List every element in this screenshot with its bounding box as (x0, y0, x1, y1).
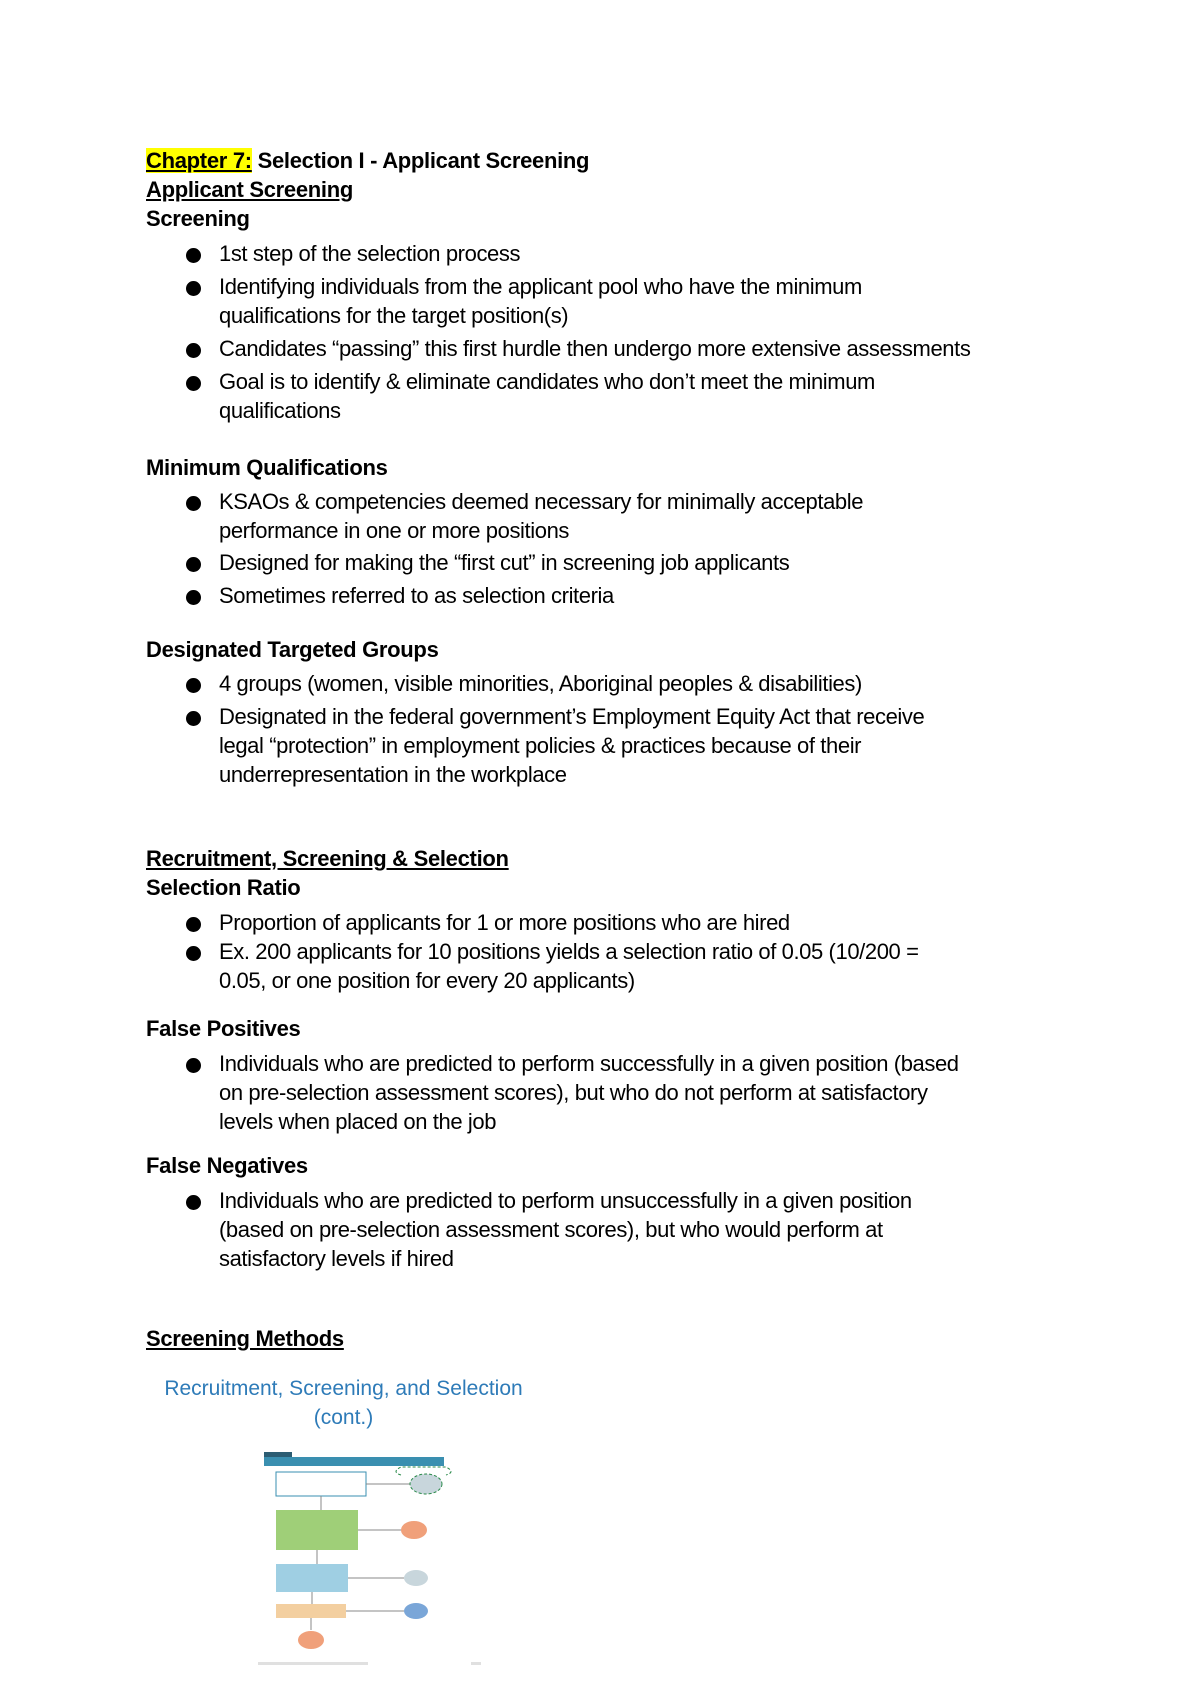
subheading-minimum-qualifications: Minimum Qualifications (146, 455, 388, 480)
list-item-continued: on pre-selection assessment scores), but who do not perform at satisfactory (219, 1080, 928, 1105)
section-heading-applicant-screening: Applicant Screening (146, 177, 354, 202)
bullet-dot (186, 678, 201, 693)
figure-label-tab (264, 1452, 292, 1457)
list-item-continued: performance in one or more positions (219, 518, 570, 543)
flow-outcome-ellipse (410, 1474, 442, 1494)
flow-box-step-4 (276, 1604, 346, 1618)
flow-box-step-1 (276, 1472, 366, 1496)
slide-page-number-placeholder (471, 1662, 481, 1665)
flow-outcome-ellipse (404, 1570, 428, 1586)
bullet-dot (186, 1195, 201, 1210)
flow-box-step-3 (276, 1564, 348, 1592)
bullet-dot (186, 248, 201, 263)
list-item-continued: underrepresentation in the workplace (219, 762, 567, 787)
list-item: Designed for making the “first cut” in screening job applicants (219, 550, 790, 575)
bullet-dot (186, 343, 201, 358)
list-item-continued: levels when placed on the job (219, 1109, 497, 1134)
flowchart-figure (146, 1372, 541, 1677)
list-item-continued: (based on pre-selection assessment scores), but who would perform at (219, 1217, 883, 1242)
section-heading-recruitment-screening-selection: Recruitment, Screening & Selection (146, 846, 509, 871)
flow-outcome-ellipse (401, 1521, 427, 1539)
bullet-dot (186, 590, 201, 605)
chapter-title: Selection I - Applicant Screening (251, 148, 590, 173)
chapter-label: Chapter 7: (146, 148, 252, 173)
figure-header-bar (264, 1457, 444, 1466)
embedded-slide-image (146, 1372, 541, 1677)
bullet-dot (186, 557, 201, 572)
list-item-continued: qualifications (219, 398, 341, 423)
subheading-designated-targeted-groups: Designated Targeted Groups (146, 637, 439, 662)
subheading-false-positives: False Positives (146, 1016, 301, 1041)
subheading-selection-ratio: Selection Ratio (146, 875, 301, 900)
bullet-dot (186, 711, 201, 726)
list-item: Candidates “passing” this first hurdle then undergo more extensive assessments (219, 336, 971, 361)
flow-dashed-loop (396, 1467, 451, 1475)
slide-footer-text-placeholder (258, 1662, 368, 1665)
list-item-continued: 0.05, or one position for every 20 applicants) (219, 968, 635, 993)
bullet-dot (186, 946, 201, 961)
list-item: Designated in the federal government’s Employment Equity Act that receive (219, 704, 925, 729)
chapter-title-line (146, 148, 589, 174)
list-item-continued: legal “protection” in employment policies & practices because of their (219, 733, 862, 758)
slide-title-line2: (cont.) (313, 1406, 374, 1429)
list-item: Individuals who are predicted to perform successfully in a given position (based (219, 1051, 959, 1076)
list-item: Sometimes referred to as selection criteria (219, 583, 614, 608)
flow-outcome-ellipse (404, 1603, 428, 1619)
list-item: 4 groups (women, visible minorities, Aboriginal peoples & disabilities) (219, 671, 862, 696)
section-heading-screening-methods: Screening Methods (146, 1326, 344, 1351)
list-item-continued: satisfactory levels if hired (219, 1246, 454, 1271)
list-item: Goal is to identify & eliminate candidates who don’t meet the minimum (219, 369, 875, 394)
bullet-dot (186, 281, 201, 296)
bullet-dot (186, 917, 201, 932)
list-item: Ex. 200 applicants for 10 positions yields a selection ratio of 0.05 (10/200 = (219, 939, 919, 964)
list-item: Individuals who are predicted to perform unsuccessfully in a given position (219, 1188, 912, 1213)
list-item: Proportion of applicants for 1 or more positions who are hired (219, 910, 790, 935)
bullet-dot (186, 496, 201, 511)
slide-title-line1: Recruitment, Screening, and Selection (164, 1377, 523, 1400)
list-item: KSAOs & competencies deemed necessary for minimally acceptable (219, 489, 864, 514)
list-item: 1st step of the selection process (219, 241, 521, 266)
list-item-continued: qualifications for the target position(s) (219, 303, 569, 328)
bullet-dot (186, 1058, 201, 1073)
flow-box-step-2 (276, 1510, 358, 1550)
bullet-dot (186, 376, 201, 391)
flow-final-ellipse (298, 1631, 324, 1649)
subheading-screening: Screening (146, 206, 250, 231)
subheading-false-negatives: False Negatives (146, 1153, 308, 1178)
list-item: Identifying individuals from the applicant pool who have the minimum (219, 274, 862, 299)
